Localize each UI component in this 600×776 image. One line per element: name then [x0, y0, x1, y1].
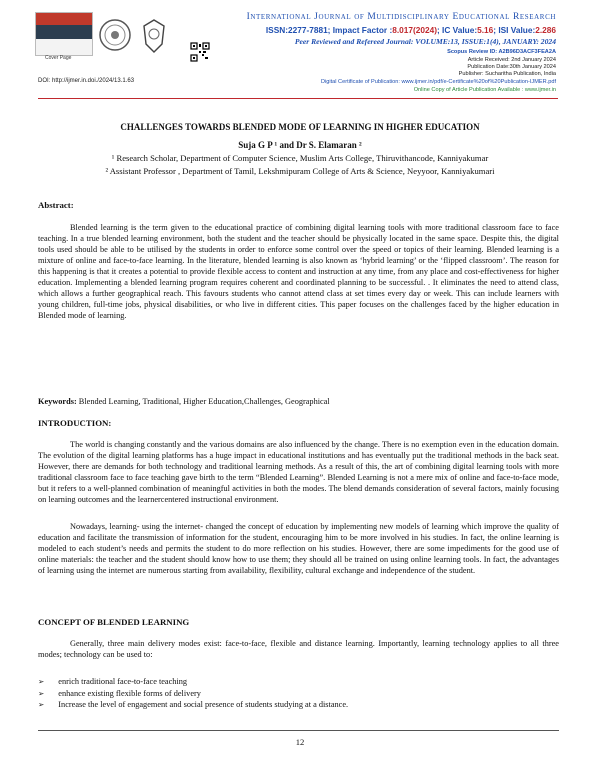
keywords-label: Keywords: — [38, 397, 77, 406]
issn-impact-line: ISSN:2277-7881; Impact Factor :8.017(2024); IC Value:5.16; ISI Value:2.286 — [265, 25, 556, 35]
scopus-review-id: Scopus Review ID: A2B96D3ACF3FEA2A — [447, 49, 556, 55]
page-number: 12 — [295, 737, 305, 747]
journal-cover-thumbnail — [35, 12, 93, 56]
paper-authors: Suja G P ¹ and Dr S. Elamaran ² — [238, 140, 362, 150]
publication-date: Publication Date:30th January 2024 — [467, 64, 556, 70]
journal-seal-icon — [98, 18, 132, 52]
abstract-text: Blended learning is the term given to the educational practice of combining digital learning tools with more traditional classroom face to face teaching. In a true blended learning environment, both the student and the teacher should be physically located in the same space. Despite this, the digital tools used should be able to be utilised by the students in order to enforce some control over the speed or topics of their learning. Blended learning is a mixture of online and face-to-face learning. In the literature, blended learning is also known as ‘hybrid learning’ or the ‘flipped classroom’. The reason for this happening is that it creates a potential to provide flexible access to content and instruction at any time, from any place and cost-effectiveness for higher education. Implementing a blended learning program requires coherent and coordinated planning to be successful. . It eliminates the need to attend class, which allows a further geographical reach. This favours students who cannot attend class at set times every day or week. This can include learners with young children, full-time jobs, physical disabilities, or who live in different cities. This paper focuses on the challenges faced by the higher education in Blended mode of learning. — [38, 223, 559, 320]
list-item: ➢ enhance existing flexible forms of delivery — [38, 688, 201, 698]
paper-title: CHALLENGES TOWARDS BLENDED MODE OF LEARNING IN HIGHER EDUCATION — [120, 122, 480, 132]
qr-code-icon — [190, 42, 210, 62]
certificate-link[interactable]: Digital Certificate of Publication: www.ijmer.in/pdf/e-Certificate%20of%20Publication-IJMER.pdf — [320, 79, 556, 85]
list-item: ➢ Increase the level of engagement and social presence of students studying at a distance. — [38, 700, 349, 710]
arrow-bullet-icon: ➢ — [38, 700, 45, 710]
concept-heading: CONCEPT OF BLENDED LEARNING — [38, 617, 190, 627]
journal-title: International Journal of Multidisciplinary Educational Research — [246, 12, 556, 22]
arrow-bullet-icon: ➢ — [38, 677, 45, 686]
affiliation-1: ¹ Research Scholar, Department of Computer Science, Muslim Arts College, Thiruvithancode, Kanniyakumar — [111, 153, 489, 163]
keywords-value: Blended Learning, Traditional, Higher Education,Challenges, Geographical — [76, 397, 330, 406]
concept-paragraph-1: Generally, three main delivery modes exist: face-to-face, flexible and distance learning. Importantly, learning technology applies to all three modes; technology can be used to: — [38, 639, 559, 659]
footer-divider — [38, 730, 559, 731]
affiliation-2: ² Assistant Professor , Department of Tamil, Lekshmipuram College of Arts & Science, Neyyoor, Kanniyakumari — [105, 166, 495, 176]
doi-link[interactable]: DOI: http://ijmer.in.doi./2024/13.1.63 — [38, 78, 135, 84]
list-item: ➢ enrich traditional face-to-face teaching — [38, 677, 188, 686]
introduction-heading: INTRODUCTION: — [38, 418, 112, 428]
keywords-line — [38, 397, 330, 406]
publisher: Publisher: Sucharitha Publication, India — [458, 71, 556, 77]
online-copy-link[interactable]: Online Copy of Article Publication Available : www.ijmer.in — [413, 87, 556, 93]
cover-page-label: Cover Page — [45, 55, 72, 61]
introduction-paragraph-1: The world is changing constantly and the various domains are also influenced by the change. There is no exemption even in the education domain. The evolution of the digital learning platforms has a huge impact in educational institutions and has eventually put the traditional methods in the back seat. However, there are demands for both technology and traditional learning methods. As a result of this, the art of combining digital learning tools with more traditional classroom face to face teaching gave birth to the term “Blended Learning”. Blended Learning is not a mere mix of online and face-to-face mode, but it refers to a well-planned combination of meaningful activities in both the modes. The blend demands consideration of several factors, mainly focusing on learning outcomes and the learnercentered instructional environment. — [38, 440, 559, 504]
arrow-bullet-icon: ➢ — [38, 688, 45, 698]
bullet-list — [38, 676, 559, 711]
peer-review-line: Peer Reviewed and Refereed Journal: VOLUME:13, ISSUE:1(4), JANUARY: 2024 — [294, 37, 556, 46]
header-divider — [38, 98, 558, 99]
emblem-icon — [140, 18, 168, 54]
introduction-paragraph-2: Nowadays, learning- using the internet- changed the concept of education by implementing new models of learning which improve the quality of education and facilitate the transmission of information for the student, encouraging him to be more involved in his studies. In fact, the online learning is modeled to each student’s needs and permits the student to do more reflection on his studies. However, there are some impediments for the good use of online materials: the teacher and the student should know how to use them; they should all be trained on using online learning tools. In fact, the advantages of learning using the internet are numerous starting from availability, flexibility, cultural exchange and independence of the student. — [38, 522, 559, 575]
abstract-heading: Abstract: — [38, 200, 74, 210]
article-received: Article Received: 2nd January 2024 — [467, 57, 556, 63]
